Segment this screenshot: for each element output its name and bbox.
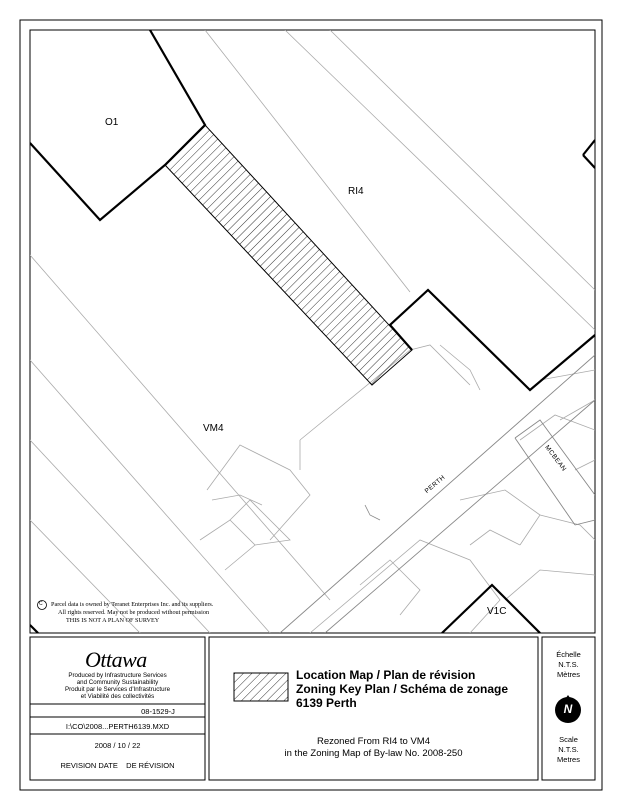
revision-date-label: REVISION DATE DE RÉVISION [60,761,175,770]
north-letter: N [563,702,573,716]
map-title-line-2: Zoning Key Plan / Schéma de zonage [296,682,509,696]
perth-street-edges [280,355,595,633]
zone-label-vm4: VM4 [203,423,224,434]
zone-label-v1c: V1C [487,606,507,617]
revision-date: 2008 / 10 / 22 [94,741,141,750]
scale-nts-en: N.T.S. [558,745,579,754]
copyright-symbol: C [39,601,43,607]
copyright-line-2: All rights reserved. May not be produced without permission [58,609,210,616]
zone-label-o1: O1 [105,117,119,128]
rezoning-description-2: in the Zoning Map of By-law No. 2008-250 [284,748,463,759]
map-title-line-1: Location Map / Plan de révision [296,668,476,682]
scale-units-en: Metres [557,755,580,764]
producer-en-2: and Community Sustainability [76,679,159,686]
scale-units-fr: Mètres [557,670,580,679]
producer-fr-1: Produit par le Services d'Infrastructure [64,686,171,693]
copyright-line-1: Parcel data is owned by Teranet Enterprises Inc. and its suppliers. [51,601,214,608]
ottawa-logo: Ottawa [85,647,147,672]
mcbean-street-edges [515,420,595,525]
file-path: I:\CO\2008...PERTH6139.MXD [65,722,170,731]
legend-hatch-swatch [234,673,288,701]
street-label-mcbean: MCBEAN [543,444,568,473]
file-number: 08-1529-J [141,707,175,716]
scale-label-en: Scale [559,735,578,744]
subject-parcel [165,125,412,385]
rezoning-description-1: Rezoned From RI4 to VM4 [317,736,430,747]
street-label-perth: PERTH [423,473,447,496]
producer-en-1: Produced by Infrastructure Services [68,672,167,679]
zone-label-ri4: RI4 [348,186,364,197]
copyright-line-3: THIS IS NOT A PLAN OF SURVEY [66,617,160,624]
producer-fr-2: et Viabilité des collectivités [80,693,155,700]
scale-nts-fr: N.T.S. [558,660,579,669]
scale-label-fr: Échelle [556,650,581,659]
map-title-line-3: 6139 Perth [296,696,357,710]
